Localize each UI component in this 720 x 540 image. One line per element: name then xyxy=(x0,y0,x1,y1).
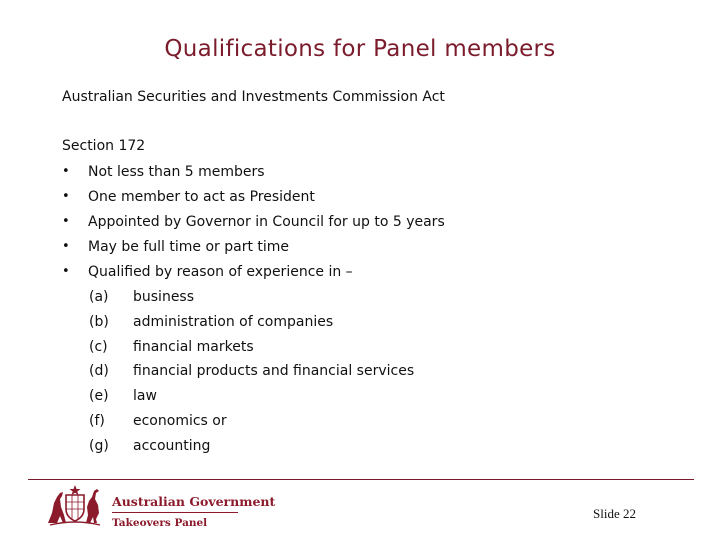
item-label: (g) xyxy=(89,437,109,454)
bullet-text: May be full time or part time xyxy=(88,239,290,255)
item-label: (e) xyxy=(89,388,109,405)
section-reference: Section 172 xyxy=(62,138,146,154)
bullet-item xyxy=(62,188,445,213)
slide-title: Qualifications for Panel members xyxy=(164,36,556,62)
experience-item xyxy=(89,313,414,338)
bullet-item xyxy=(62,238,445,263)
item-text: administration of companies xyxy=(133,313,334,330)
bullet-icon: • xyxy=(62,189,70,204)
item-label: (d) xyxy=(89,363,109,380)
bullet-text: One member to act as President xyxy=(88,189,315,205)
experience-list xyxy=(89,288,414,462)
experience-item xyxy=(89,412,414,437)
bullet-text: Appointed by Governor in Council for up to 5 years xyxy=(88,214,445,230)
bullet-list xyxy=(62,163,445,288)
item-label: (c) xyxy=(89,338,108,355)
bullet-icon: • xyxy=(62,264,70,279)
bullet-text: Qualified by reason of experience in – xyxy=(88,264,353,280)
footer-divider xyxy=(28,479,694,480)
experience-item xyxy=(89,437,414,462)
item-text: business xyxy=(133,289,195,305)
slide-number: Slide 22 xyxy=(593,506,636,521)
unit-name: Takeovers Panel xyxy=(112,517,208,529)
item-label: (b) xyxy=(89,313,109,330)
bullet-icon: • xyxy=(62,214,70,229)
experience-item xyxy=(89,362,414,387)
item-text: accounting xyxy=(133,437,211,454)
bullet-item xyxy=(62,263,445,288)
item-label: (a) xyxy=(89,289,109,305)
experience-item xyxy=(89,288,414,313)
experience-item xyxy=(89,387,414,412)
bullet-item xyxy=(62,163,445,188)
item-text: law xyxy=(133,388,157,405)
bullet-icon: • xyxy=(62,164,70,179)
item-label: (f) xyxy=(89,412,105,429)
experience-item xyxy=(89,338,414,363)
bullet-item xyxy=(62,213,445,238)
item-text: economics or xyxy=(133,412,227,429)
bullet-text: Not less than 5 members xyxy=(88,164,265,180)
act-name: Australian Securities and Investments Commission Act xyxy=(62,89,445,105)
coat-of-arms-icon xyxy=(44,483,106,527)
bullet-icon: • xyxy=(62,239,70,254)
organisation-name: Australian Government xyxy=(112,494,238,513)
agency-logo xyxy=(112,494,276,529)
item-text: financial products and financial services xyxy=(133,363,415,380)
item-text: financial markets xyxy=(133,338,254,355)
